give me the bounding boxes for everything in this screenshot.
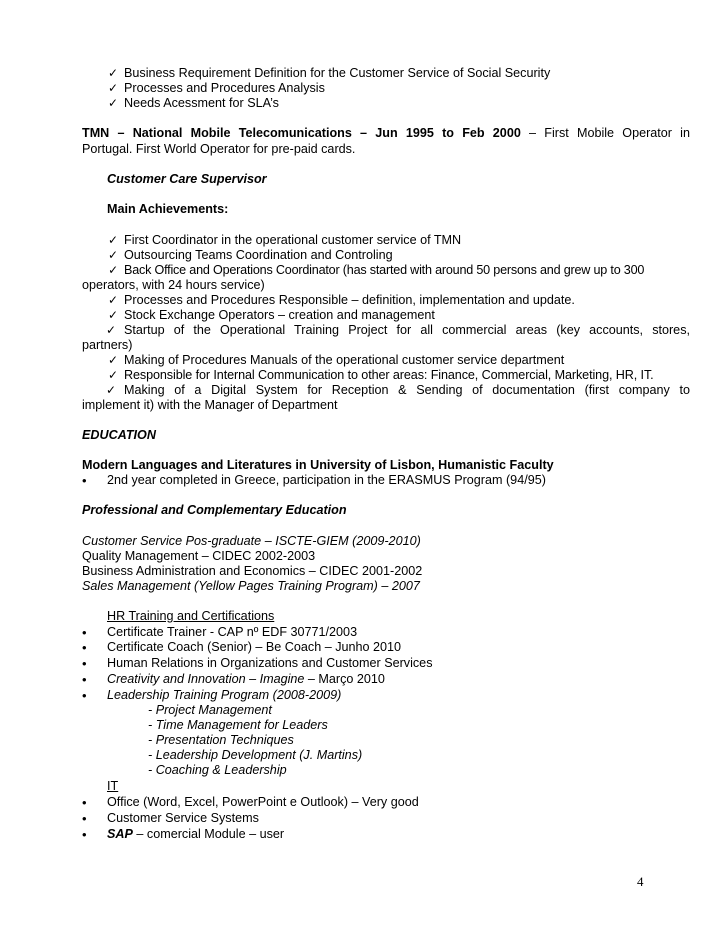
bullet-icon: • xyxy=(82,473,87,488)
achievements-title: Main Achievements: xyxy=(107,202,229,216)
checkmark-icon: ✓ xyxy=(107,233,119,247)
tmn-heading-line: TMN – National Mobile Telecomunications – Jun 1995 to Feb 2000 – First Mobile Operator in xyxy=(82,126,690,140)
tmn-description: Portugal. First World Operator for pre-paid cards. xyxy=(82,142,356,156)
leadership-module: - Presentation Techniques xyxy=(148,733,294,747)
checkmark-icon: ✓ xyxy=(107,248,119,262)
leadership-module: - Project Management xyxy=(148,703,272,717)
course-item: Business Administration and Economics – CIDEC 2001-2002 xyxy=(82,564,423,578)
achievement-item: ✓ Processes and Procedures Responsible – definition, implementation and update. xyxy=(107,293,575,307)
achievement-continuation: implement it) with the Manager of Department xyxy=(82,398,338,412)
achievement-item: ✓ Making of a Digital System for Reception & Sending of documentation (first company to xyxy=(106,383,690,397)
bullet-icon: • xyxy=(82,672,87,687)
checkmark-icon: ✓ xyxy=(107,66,119,80)
it-item: SAP – comercial Module – user xyxy=(107,827,285,841)
checkmark-icon: ✓ xyxy=(108,368,118,382)
leadership-module: - Coaching & Leadership xyxy=(148,763,287,777)
it-item: Customer Service Systems xyxy=(107,811,259,825)
hr-title: HR Training and Certifications xyxy=(107,609,275,623)
hr-item: Certificate Trainer - CAP nº EDF 30771/2003 xyxy=(107,625,358,639)
checkmark-icon: ✓ xyxy=(107,353,119,367)
checkmark-icon: ✓ xyxy=(107,293,119,307)
leadership-module: - Time Management for Leaders xyxy=(148,718,328,732)
job-role: Customer Care Supervisor xyxy=(107,172,267,186)
leadership-module: - Leadership Development (J. Martins) xyxy=(148,748,363,762)
achievement-item: ✓ Back Office and Operations Coordinator (has started with around 50 persons and grew up to 300 xyxy=(82,263,714,278)
bullet-icon: • xyxy=(82,827,87,842)
bullet-icon: • xyxy=(82,640,87,655)
bullet-icon: • xyxy=(82,656,87,671)
course-item: Sales Management (Yellow Pages Training Program) – 2007 xyxy=(82,579,420,593)
achievement-item: ✓ Making of Procedures Manuals of the operational customer service department xyxy=(107,353,565,367)
check-item: ✓ Business Requirement Definition for the Customer Service of Social Security xyxy=(107,66,551,80)
bullet-icon: • xyxy=(82,795,87,810)
it-item: Office (Word, Excel, PowerPoint e Outlook) – Very good xyxy=(107,795,419,809)
it-title: IT xyxy=(107,779,119,793)
hr-item: Human Relations in Organizations and Customer Services xyxy=(107,656,433,670)
checkmark-icon: ✓ xyxy=(107,308,119,322)
degree: Modern Languages and Literatures in University of Lisbon, Humanistic Faculty xyxy=(82,458,554,472)
course-item: Quality Management – CIDEC 2002-2003 xyxy=(82,549,316,563)
tmn-heading: TMN – National Mobile Telecomunications – Jun 1995 to Feb 2000 xyxy=(82,126,521,140)
checkmark-icon: ✓ xyxy=(106,323,117,337)
achievement-item: ✓ Stock Exchange Operators – creation and management xyxy=(107,308,435,322)
hr-item: Certificate Coach (Senior) – Be Coach – Junho 2010 xyxy=(107,640,402,654)
bullet-icon: • xyxy=(82,811,87,826)
bullet-icon: • xyxy=(82,625,87,640)
check-item: ✓ Processes and Procedures Analysis xyxy=(107,81,325,95)
checkmark-icon: ✓ xyxy=(107,81,119,95)
achievement-item: ✓ First Coordinator in the operational customer service of TMN xyxy=(107,233,462,247)
achievement-continuation: partners) xyxy=(82,338,133,352)
leadership-program: Leadership Training Program (2008-2009) xyxy=(107,688,342,702)
education-title: EDUCATION xyxy=(82,428,156,442)
page-number: 4 xyxy=(637,874,644,889)
course-item: Customer Service Pos-graduate – ISCTE-GIEM (2009-2010) xyxy=(82,534,421,548)
hr-item: Creativity and Innovation – Imagine – Março 2010 xyxy=(107,672,385,686)
achievement-continuation: operators, with 24 hours service) xyxy=(82,278,265,292)
degree-detail: 2nd year completed in Greece, participation in the ERASMUS Program (94/95) xyxy=(107,473,546,487)
bullet-icon: • xyxy=(82,688,87,703)
achievement-item: ✓ Outsourcing Teams Coordination and Controling xyxy=(107,248,393,262)
achievement-item: ✓ Responsible for Internal Communication to other areas: Finance, Commercial, Marketing, HR, IT. xyxy=(82,368,714,383)
checkmark-icon: ✓ xyxy=(108,263,118,277)
professional-title: Professional and Complementary Education xyxy=(82,503,347,517)
checkmark-icon: ✓ xyxy=(107,96,119,110)
checkmark-icon: ✓ xyxy=(106,383,117,397)
check-item: ✓ Needs Acessment for SLA’s xyxy=(107,96,279,110)
achievement-item: ✓ Startup of the Operational Training Project for all commercial areas (key accounts, stores, xyxy=(106,323,690,337)
